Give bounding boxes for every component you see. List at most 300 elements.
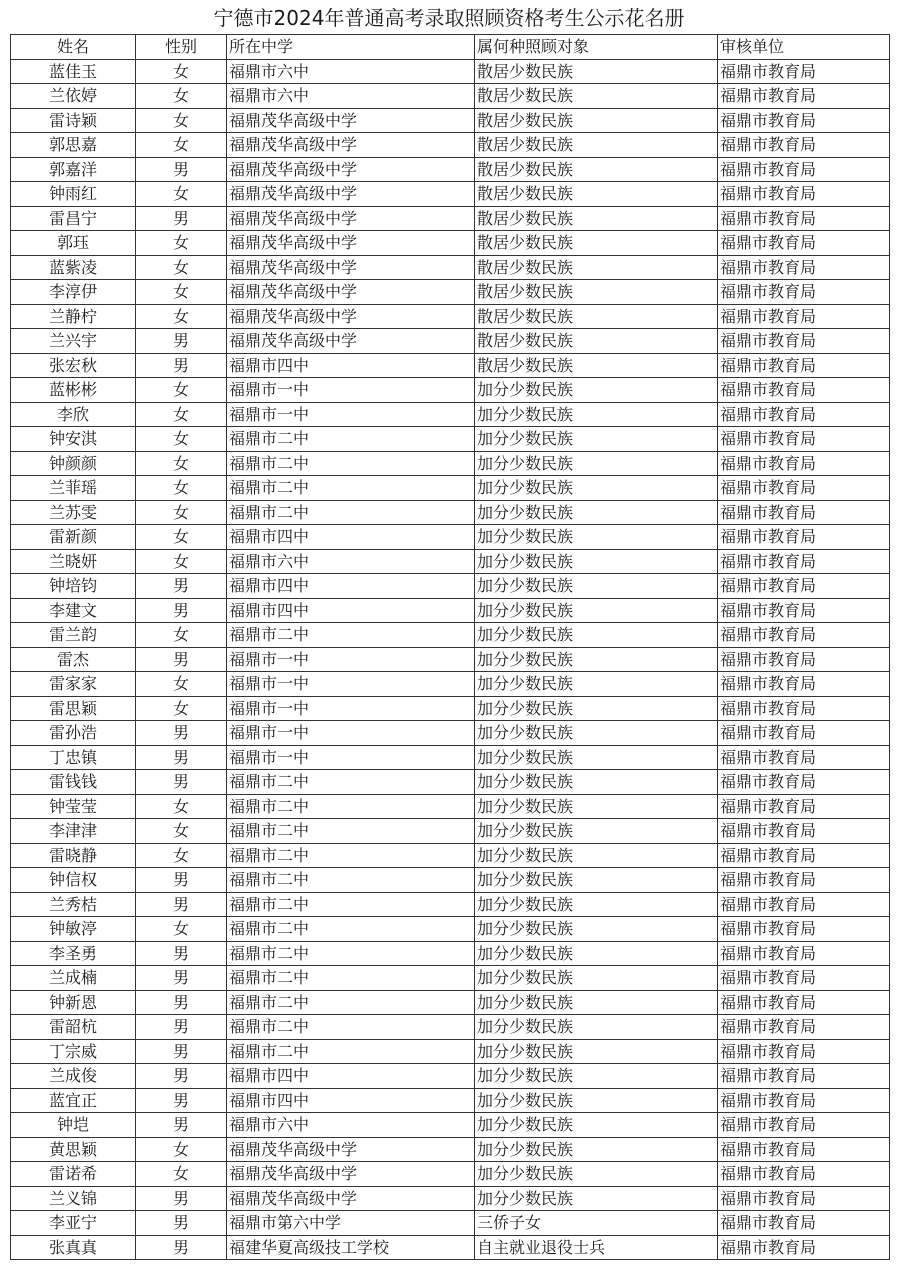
table-row — [11, 819, 890, 844]
cell-gender: 女 — [136, 549, 227, 574]
cell-gender: 男 — [136, 868, 227, 893]
cell-review-unit: 福鼎市教育局 — [718, 917, 890, 942]
cell-care-type: 加分少数民族 — [475, 745, 718, 770]
table-row — [11, 966, 890, 991]
cell-gender: 女 — [136, 133, 227, 158]
cell-gender: 男 — [136, 1015, 227, 1040]
table-row — [11, 1235, 890, 1260]
cell-care-type: 散居少数民族 — [475, 59, 718, 84]
table-row — [11, 647, 890, 672]
cell-name: 郭珏 — [11, 231, 136, 256]
cell-school: 福鼎市四中 — [227, 1064, 475, 1089]
header-row — [11, 35, 890, 60]
cell-care-type: 加分少数民族 — [475, 1088, 718, 1113]
table-row — [11, 1162, 890, 1187]
cell-gender: 男 — [136, 966, 227, 991]
cell-name: 钟莹莹 — [11, 794, 136, 819]
cell-gender: 女 — [136, 304, 227, 329]
table-header — [11, 35, 890, 60]
table-row — [11, 1064, 890, 1089]
cell-review-unit: 福鼎市教育局 — [718, 108, 890, 133]
table-row — [11, 1088, 890, 1113]
cell-school: 福鼎茂华高级中学 — [227, 1186, 475, 1211]
table-row — [11, 378, 890, 403]
cell-name: 雷晓静 — [11, 843, 136, 868]
cell-review-unit: 福鼎市教育局 — [718, 1235, 890, 1260]
cell-gender: 女 — [136, 476, 227, 501]
table-row — [11, 1186, 890, 1211]
cell-school: 福鼎茂华高级中学 — [227, 231, 475, 256]
cell-review-unit: 福鼎市教育局 — [718, 378, 890, 403]
cell-name: 兰依婷 — [11, 84, 136, 109]
cell-gender: 男 — [136, 353, 227, 378]
cell-care-type: 散居少数民族 — [475, 182, 718, 207]
cell-care-type: 加分少数民族 — [475, 525, 718, 550]
table-row — [11, 329, 890, 354]
cell-review-unit: 福鼎市教育局 — [718, 770, 890, 795]
cell-school: 福鼎茂华高级中学 — [227, 1162, 475, 1187]
cell-name: 兰静柠 — [11, 304, 136, 329]
cell-name: 雷韶杭 — [11, 1015, 136, 1040]
cell-name: 张真真 — [11, 1235, 136, 1260]
cell-gender: 女 — [136, 59, 227, 84]
table-row — [11, 623, 890, 648]
table-row — [11, 182, 890, 207]
cell-name: 雷诗颖 — [11, 108, 136, 133]
cell-gender: 男 — [136, 329, 227, 354]
cell-review-unit: 福鼎市教育局 — [718, 500, 890, 525]
cell-name: 李津津 — [11, 819, 136, 844]
cell-school: 福鼎市二中 — [227, 500, 475, 525]
cell-review-unit: 福鼎市教育局 — [718, 1113, 890, 1138]
cell-name: 兰秀桔 — [11, 892, 136, 917]
cell-review-unit: 福鼎市教育局 — [718, 182, 890, 207]
cell-school: 福鼎茂华高级中学 — [227, 304, 475, 329]
cell-care-type: 散居少数民族 — [475, 255, 718, 280]
cell-school: 福鼎市第六中学 — [227, 1211, 475, 1236]
cell-gender: 女 — [136, 917, 227, 942]
cell-school: 福鼎市二中 — [227, 794, 475, 819]
cell-care-type: 加分少数民族 — [475, 941, 718, 966]
table-row — [11, 1015, 890, 1040]
table-row — [11, 1211, 890, 1236]
cell-school: 福鼎市四中 — [227, 525, 475, 550]
cell-gender: 男 — [136, 598, 227, 623]
table-row — [11, 1113, 890, 1138]
cell-name: 郭嘉洋 — [11, 157, 136, 182]
cell-school: 福鼎市二中 — [227, 451, 475, 476]
cell-gender: 男 — [136, 892, 227, 917]
cell-gender: 女 — [136, 500, 227, 525]
table-row — [11, 941, 890, 966]
cell-school: 福鼎市二中 — [227, 990, 475, 1015]
cell-school: 福鼎市六中 — [227, 84, 475, 109]
cell-care-type: 加分少数民族 — [475, 990, 718, 1015]
cell-care-type: 散居少数民族 — [475, 329, 718, 354]
table-row — [11, 84, 890, 109]
cell-school: 福鼎市一中 — [227, 647, 475, 672]
cell-school: 福鼎茂华高级中学 — [227, 255, 475, 280]
cell-gender: 女 — [136, 1162, 227, 1187]
cell-name: 雷诺希 — [11, 1162, 136, 1187]
cell-name: 兰晓妍 — [11, 549, 136, 574]
cell-review-unit: 福鼎市教育局 — [718, 843, 890, 868]
cell-review-unit: 福鼎市教育局 — [718, 1162, 890, 1187]
cell-review-unit: 福鼎市教育局 — [718, 329, 890, 354]
table-row — [11, 59, 890, 84]
cell-gender: 男 — [136, 1088, 227, 1113]
cell-review-unit: 福鼎市教育局 — [718, 966, 890, 991]
header-school: 所在中学 — [227, 35, 475, 60]
cell-gender: 男 — [136, 157, 227, 182]
cell-care-type: 加分少数民族 — [475, 598, 718, 623]
cell-name: 蓝宜正 — [11, 1088, 136, 1113]
cell-school: 福鼎市六中 — [227, 549, 475, 574]
cell-school: 福鼎市一中 — [227, 721, 475, 746]
cell-name: 郭思嘉 — [11, 133, 136, 158]
cell-gender: 男 — [136, 721, 227, 746]
cell-care-type: 加分少数民族 — [475, 647, 718, 672]
cell-school: 福鼎茂华高级中学 — [227, 1137, 475, 1162]
cell-review-unit: 福鼎市教育局 — [718, 549, 890, 574]
cell-school: 福鼎市一中 — [227, 745, 475, 770]
table-row — [11, 108, 890, 133]
table-row — [11, 451, 890, 476]
cell-school: 福鼎市二中 — [227, 1039, 475, 1064]
cell-review-unit: 福鼎市教育局 — [718, 133, 890, 158]
cell-care-type: 加分少数民族 — [475, 1113, 718, 1138]
cell-care-type: 散居少数民族 — [475, 353, 718, 378]
cell-school: 福鼎市四中 — [227, 598, 475, 623]
cell-gender: 男 — [136, 1113, 227, 1138]
cell-gender: 男 — [136, 206, 227, 231]
cell-gender: 女 — [136, 623, 227, 648]
cell-care-type: 加分少数民族 — [475, 892, 718, 917]
cell-care-type: 散居少数民族 — [475, 84, 718, 109]
table-row — [11, 304, 890, 329]
cell-name: 兰兴宇 — [11, 329, 136, 354]
table-row — [11, 990, 890, 1015]
table-row — [11, 500, 890, 525]
cell-gender: 女 — [136, 451, 227, 476]
cell-review-unit: 福鼎市教育局 — [718, 623, 890, 648]
cell-school: 福鼎市一中 — [227, 402, 475, 427]
cell-review-unit: 福鼎市教育局 — [718, 868, 890, 893]
cell-school: 福鼎市二中 — [227, 819, 475, 844]
table-body — [11, 59, 890, 1260]
cell-school: 福鼎市二中 — [227, 476, 475, 501]
cell-name: 李欣 — [11, 402, 136, 427]
header-gender: 性别 — [136, 35, 227, 60]
cell-name: 雷钱钱 — [11, 770, 136, 795]
cell-review-unit: 福鼎市教育局 — [718, 1137, 890, 1162]
cell-review-unit: 福鼎市教育局 — [718, 941, 890, 966]
cell-name: 兰义锦 — [11, 1186, 136, 1211]
cell-school: 福鼎市二中 — [227, 868, 475, 893]
cell-review-unit: 福鼎市教育局 — [718, 1088, 890, 1113]
cell-school: 福鼎市六中 — [227, 59, 475, 84]
table-row — [11, 133, 890, 158]
cell-school: 福鼎茂华高级中学 — [227, 329, 475, 354]
cell-name: 钟新恩 — [11, 990, 136, 1015]
cell-gender: 男 — [136, 574, 227, 599]
table-row — [11, 427, 890, 452]
cell-review-unit: 福鼎市教育局 — [718, 280, 890, 305]
cell-school: 福鼎市四中 — [227, 353, 475, 378]
cell-name: 雷杰 — [11, 647, 136, 672]
cell-review-unit: 福鼎市教育局 — [718, 892, 890, 917]
cell-review-unit: 福鼎市教育局 — [718, 353, 890, 378]
cell-care-type: 加分少数民族 — [475, 378, 718, 403]
cell-name: 钟安淇 — [11, 427, 136, 452]
cell-name: 李圣勇 — [11, 941, 136, 966]
cell-gender: 女 — [136, 696, 227, 721]
table-row — [11, 1137, 890, 1162]
cell-school: 福鼎市二中 — [227, 623, 475, 648]
cell-care-type: 加分少数民族 — [475, 966, 718, 991]
cell-school: 福鼎市二中 — [227, 770, 475, 795]
table-row — [11, 598, 890, 623]
cell-review-unit: 福鼎市教育局 — [718, 696, 890, 721]
cell-care-type: 加分少数民族 — [475, 819, 718, 844]
cell-review-unit: 福鼎市教育局 — [718, 427, 890, 452]
cell-name: 兰菲瑶 — [11, 476, 136, 501]
cell-gender: 男 — [136, 1235, 227, 1260]
cell-care-type: 三侨子女 — [475, 1211, 718, 1236]
header-review-unit: 审核单位 — [718, 35, 890, 60]
table-row — [11, 672, 890, 697]
cell-name: 钟垲 — [11, 1113, 136, 1138]
cell-name: 李淳伊 — [11, 280, 136, 305]
cell-review-unit: 福鼎市教育局 — [718, 206, 890, 231]
table-row — [11, 721, 890, 746]
cell-school: 福鼎市二中 — [227, 941, 475, 966]
cell-name: 蓝彬彬 — [11, 378, 136, 403]
cell-name: 兰成楠 — [11, 966, 136, 991]
cell-care-type: 加分少数民族 — [475, 476, 718, 501]
cell-care-type: 加分少数民族 — [475, 1137, 718, 1162]
cell-care-type: 加分少数民族 — [475, 843, 718, 868]
cell-school: 福鼎市二中 — [227, 966, 475, 991]
cell-care-type: 加分少数民族 — [475, 1186, 718, 1211]
table-row — [11, 1039, 890, 1064]
cell-school: 福鼎市二中 — [227, 843, 475, 868]
cell-school: 福鼎茂华高级中学 — [227, 157, 475, 182]
table-row — [11, 157, 890, 182]
table-row — [11, 549, 890, 574]
cell-care-type: 加分少数民族 — [475, 1064, 718, 1089]
table-row — [11, 794, 890, 819]
cell-name: 兰苏雯 — [11, 500, 136, 525]
cell-gender: 女 — [136, 525, 227, 550]
cell-gender: 女 — [136, 182, 227, 207]
cell-review-unit: 福鼎市教育局 — [718, 255, 890, 280]
cell-name: 兰成俊 — [11, 1064, 136, 1089]
cell-gender: 女 — [136, 427, 227, 452]
cell-review-unit: 福鼎市教育局 — [718, 598, 890, 623]
cell-review-unit: 福鼎市教育局 — [718, 1186, 890, 1211]
cell-care-type: 加分少数民族 — [475, 696, 718, 721]
table-row — [11, 745, 890, 770]
cell-gender: 男 — [136, 1186, 227, 1211]
cell-review-unit: 福鼎市教育局 — [718, 476, 890, 501]
cell-gender: 女 — [136, 672, 227, 697]
table-row — [11, 206, 890, 231]
cell-review-unit: 福鼎市教育局 — [718, 402, 890, 427]
cell-school: 福鼎茂华高级中学 — [227, 182, 475, 207]
cell-school: 福鼎市六中 — [227, 1113, 475, 1138]
cell-gender: 女 — [136, 255, 227, 280]
cell-care-type: 加分少数民族 — [475, 794, 718, 819]
cell-care-type: 加分少数民族 — [475, 868, 718, 893]
cell-care-type: 散居少数民族 — [475, 280, 718, 305]
cell-name: 雷孙浩 — [11, 721, 136, 746]
cell-review-unit: 福鼎市教育局 — [718, 231, 890, 256]
cell-care-type: 加分少数民族 — [475, 770, 718, 795]
cell-review-unit: 福鼎市教育局 — [718, 157, 890, 182]
cell-care-type: 散居少数民族 — [475, 206, 718, 231]
cell-name: 雷新颜 — [11, 525, 136, 550]
table-row — [11, 917, 890, 942]
cell-care-type: 散居少数民族 — [475, 231, 718, 256]
cell-care-type: 自主就业退役士兵 — [475, 1235, 718, 1260]
cell-school: 福鼎市一中 — [227, 672, 475, 697]
cell-name: 雷昌宁 — [11, 206, 136, 231]
cell-school: 福鼎市二中 — [227, 917, 475, 942]
cell-review-unit: 福鼎市教育局 — [718, 1211, 890, 1236]
cell-name: 雷思颖 — [11, 696, 136, 721]
table-row — [11, 696, 890, 721]
cell-gender: 男 — [136, 745, 227, 770]
table-row — [11, 476, 890, 501]
table-row — [11, 843, 890, 868]
cell-name: 雷家家 — [11, 672, 136, 697]
cell-name: 蓝佳玉 — [11, 59, 136, 84]
cell-school: 福鼎市四中 — [227, 574, 475, 599]
cell-care-type: 加分少数民族 — [475, 402, 718, 427]
cell-name: 李建文 — [11, 598, 136, 623]
table-row — [11, 353, 890, 378]
cell-gender: 男 — [136, 647, 227, 672]
roster-table — [10, 34, 890, 1260]
cell-school: 福鼎市二中 — [227, 892, 475, 917]
cell-review-unit: 福鼎市教育局 — [718, 304, 890, 329]
cell-care-type: 加分少数民族 — [475, 623, 718, 648]
cell-name: 钟培钧 — [11, 574, 136, 599]
cell-care-type: 加分少数民族 — [475, 549, 718, 574]
cell-review-unit: 福鼎市教育局 — [718, 451, 890, 476]
table-row — [11, 525, 890, 550]
cell-school: 福鼎茂华高级中学 — [227, 206, 475, 231]
cell-school: 福鼎市二中 — [227, 427, 475, 452]
cell-school: 福鼎茂华高级中学 — [227, 133, 475, 158]
table-row — [11, 231, 890, 256]
cell-review-unit: 福鼎市教育局 — [718, 794, 890, 819]
cell-care-type: 散居少数民族 — [475, 157, 718, 182]
cell-school: 福鼎茂华高级中学 — [227, 108, 475, 133]
header-name: 姓名 — [11, 35, 136, 60]
table-row — [11, 892, 890, 917]
cell-care-type: 加分少数民族 — [475, 1015, 718, 1040]
cell-review-unit: 福鼎市教育局 — [718, 1015, 890, 1040]
cell-name: 雷兰韵 — [11, 623, 136, 648]
table-row — [11, 574, 890, 599]
cell-name: 钟雨红 — [11, 182, 136, 207]
cell-care-type: 加分少数民族 — [475, 1162, 718, 1187]
cell-gender: 女 — [136, 819, 227, 844]
table-row — [11, 868, 890, 893]
cell-care-type: 散居少数民族 — [475, 304, 718, 329]
cell-care-type: 加分少数民族 — [475, 451, 718, 476]
cell-gender: 女 — [136, 378, 227, 403]
cell-school: 福鼎茂华高级中学 — [227, 280, 475, 305]
cell-review-unit: 福鼎市教育局 — [718, 574, 890, 599]
cell-review-unit: 福鼎市教育局 — [718, 745, 890, 770]
cell-review-unit: 福鼎市教育局 — [718, 819, 890, 844]
cell-review-unit: 福鼎市教育局 — [718, 525, 890, 550]
cell-school: 福鼎市二中 — [227, 1015, 475, 1040]
cell-name: 丁宗威 — [11, 1039, 136, 1064]
cell-care-type: 加分少数民族 — [475, 427, 718, 452]
cell-care-type: 加分少数民族 — [475, 1039, 718, 1064]
cell-care-type: 加分少数民族 — [475, 672, 718, 697]
table-row — [11, 402, 890, 427]
cell-review-unit: 福鼎市教育局 — [718, 721, 890, 746]
cell-school: 福鼎市四中 — [227, 1088, 475, 1113]
cell-review-unit: 福鼎市教育局 — [718, 647, 890, 672]
table-row — [11, 280, 890, 305]
cell-school: 福建华夏高级技工学校 — [227, 1235, 475, 1260]
cell-gender: 女 — [136, 794, 227, 819]
cell-gender: 女 — [136, 402, 227, 427]
cell-gender: 男 — [136, 770, 227, 795]
cell-school: 福鼎市一中 — [227, 696, 475, 721]
cell-gender: 男 — [136, 941, 227, 966]
cell-care-type: 加分少数民族 — [475, 917, 718, 942]
cell-review-unit: 福鼎市教育局 — [718, 1064, 890, 1089]
cell-care-type: 加分少数民族 — [475, 721, 718, 746]
cell-gender: 女 — [136, 843, 227, 868]
cell-gender: 男 — [136, 990, 227, 1015]
cell-gender: 女 — [136, 231, 227, 256]
table-row — [11, 255, 890, 280]
cell-name: 张宏秋 — [11, 353, 136, 378]
cell-gender: 男 — [136, 1211, 227, 1236]
cell-name: 黄思颖 — [11, 1137, 136, 1162]
cell-gender: 女 — [136, 1137, 227, 1162]
cell-review-unit: 福鼎市教育局 — [718, 59, 890, 84]
cell-care-type: 加分少数民族 — [475, 500, 718, 525]
cell-school: 福鼎市一中 — [227, 378, 475, 403]
header-care-type: 属何种照顾对象 — [475, 35, 718, 60]
cell-gender: 男 — [136, 1064, 227, 1089]
document-title: 宁德市2024年普通高考录取照顾资格考生公示花名册 — [213, 6, 685, 30]
cell-review-unit: 福鼎市教育局 — [718, 672, 890, 697]
cell-name: 钟信权 — [11, 868, 136, 893]
cell-name: 钟敏渟 — [11, 917, 136, 942]
cell-review-unit: 福鼎市教育局 — [718, 1039, 890, 1064]
cell-gender: 女 — [136, 108, 227, 133]
cell-review-unit: 福鼎市教育局 — [718, 84, 890, 109]
table-row — [11, 770, 890, 795]
cell-gender: 男 — [136, 1039, 227, 1064]
cell-name: 李亚宁 — [11, 1211, 136, 1236]
cell-name: 钟颜颜 — [11, 451, 136, 476]
cell-review-unit: 福鼎市教育局 — [718, 990, 890, 1015]
cell-gender: 女 — [136, 84, 227, 109]
cell-care-type: 散居少数民族 — [475, 133, 718, 158]
cell-care-type: 散居少数民族 — [475, 108, 718, 133]
